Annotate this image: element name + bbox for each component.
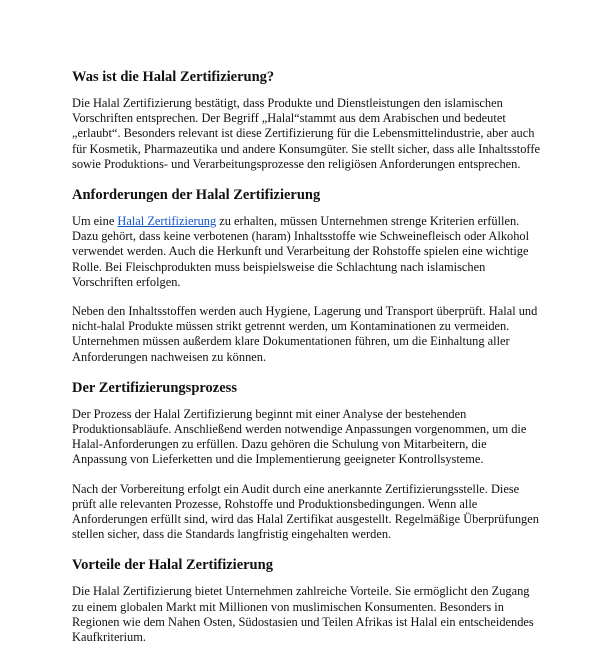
paragraph-intro: Die Halal Zertifizierung bestätigt, dass Produkte und Dienstleistungen den islamischen Vorschriften entsprechen. Der Begriff „Halal“stammt aus dem Arabischen und bedeutet „erlaubt“. Besonders relevant ist diese Zertifizierung für die Lebensmittelindustrie, aber auch für Kosmetik, Pharmazeutika und andere Konsumgüter. Sie stellt sicher, dass alle Inhaltsstoffe sowie Produktions- und Verarbeitungsprozesse den religiösen Anforderungen entsprechen. bbox=[72, 96, 540, 171]
halal-certification-link[interactable]: Halal Zertifizierung bbox=[117, 214, 217, 229]
heading-process: Der Zertifizierungsprozess bbox=[72, 379, 237, 396]
document-page bbox=[72, 68, 542, 659]
text-before-link: Um eine bbox=[72, 214, 118, 229]
heading-what-is: Was ist die Halal Zertifizierung? bbox=[72, 69, 275, 85]
paragraph-process-1: Der Prozess der Halal Zertifizierung beginnt mit einer Analyse der bestehenden Produktionsabläufe. Anschließend werden notwendige Anpassungen vorgenommen, um die Halal-Anforderungen zu erfüllen. Dazu gehören die Schulung von Mitarbeitern, die Anpassung von Lieferketten und die Implementierung geeigneter Kontrollsysteme. bbox=[72, 406, 527, 467]
paragraph-requirements-1 bbox=[72, 214, 542, 290]
text-after-link: zu erhalten, müssen Unternehmen strenge Kriterien erfüllen. Dazu gehört, dass keine verbotenen (haram) Inhaltsstoffe wie Schweinefleisch oder Alkohol verwendet werden. Auch die Herkunft und Verarbeitung der Rohstoffe spielen eine wichtige Rolle. Bei Fleischprodukten muss beispielsweise die Schlachtung nach islamischen Vorschriften erfolgen. bbox=[72, 214, 530, 289]
heading-benefits: Vorteile der Halal Zertifizierung bbox=[72, 557, 273, 574]
paragraph-benefits: Die Halal Zertifizierung bietet Unternehmen zahlreiche Vorteile. Sie ermöglicht den Zugang zu einem globalen Markt mit Millionen von muslimischen Konsumenten. Besonders in Regionen wie dem Nahen Osten, Südostasien und Teilen Afrikas ist Halal ein entscheidendes Kaufkriterium. bbox=[72, 584, 534, 645]
paragraph-process-2: Nach der Vorbereitung erfolgt ein Audit durch eine anerkannte Zertifizierungsstelle. Diese prüft alle relevanten Prozesse, Rohstoffe und Produktionsbedingungen. Wenn alle Anforderungen erfüllt sind, wird das Halal Zertifikat ausgestellt. Regelmäßige Überprüfungen stellen sicher, dass die Standards langfristig eingehalten werden. bbox=[72, 481, 539, 542]
paragraph-requirements-2: Neben den Inhaltsstoffen werden auch Hygiene, Lagerung und Transport überprüft. Halal und nicht-halal Produkte müssen strikt getrennt werden, um Kontaminationen zu vermeiden. Unternehmen müssen außerdem klare Dokumentationen führen, um die Einhaltung aller Anforderungen nachweisen zu können. bbox=[72, 304, 538, 364]
heading-requirements: Anforderungen der Halal Zertifizierung bbox=[72, 187, 321, 204]
